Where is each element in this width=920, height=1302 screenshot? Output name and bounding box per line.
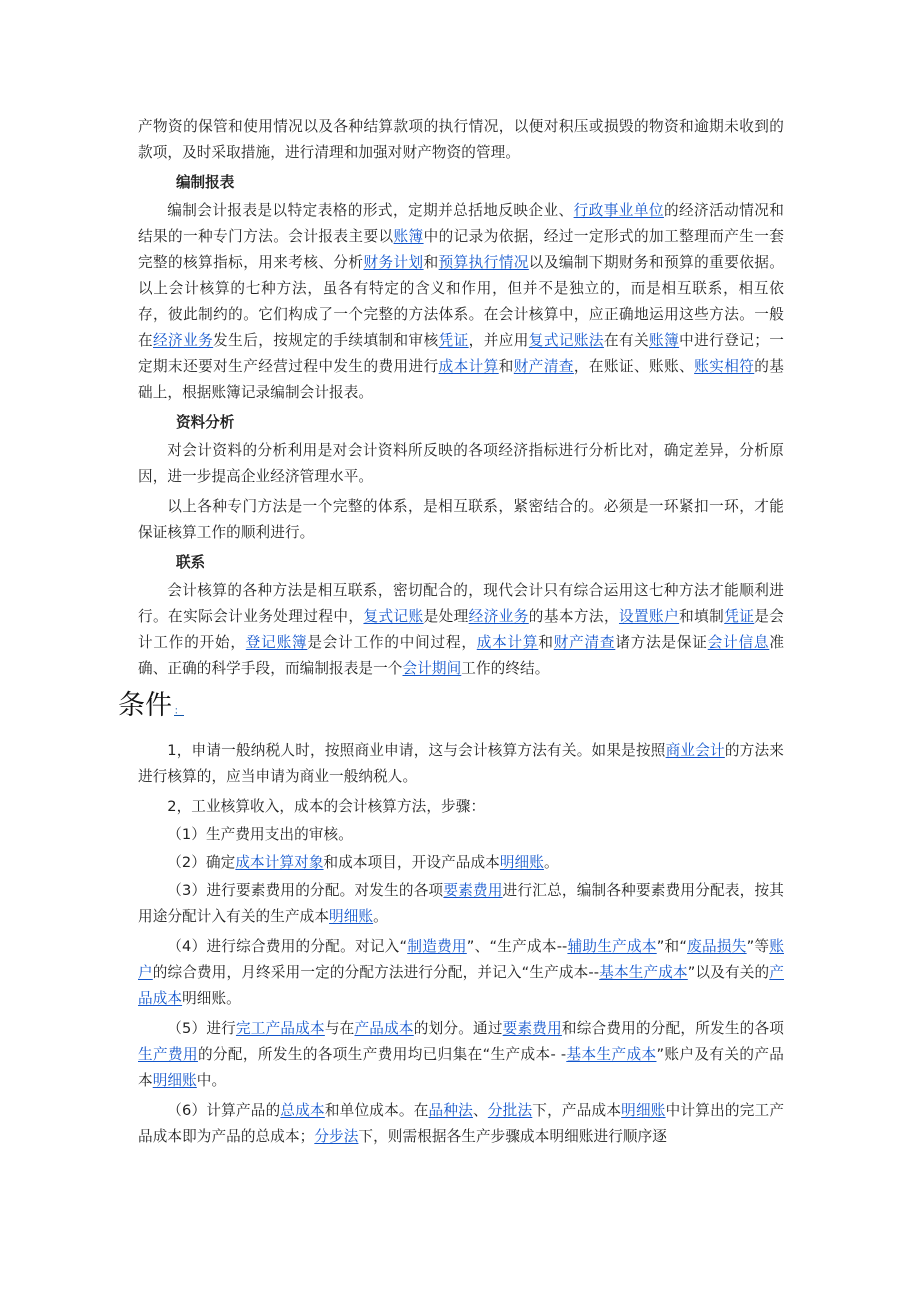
hyperlink[interactable]: 产品成本 [138,964,784,1007]
paragraph-step-4 [138,934,784,1012]
text-run: 以上各种专门方法是一个完整的体系，是相互联系，紧密结合的。必须是一环紧扣一环，才能保证核算工作的顺利进行。 [138,498,784,541]
text-run: （2）确定 [167,854,236,871]
paragraph-step-2 [138,850,784,876]
heading-conditions-colon: ： [174,706,184,717]
hyperlink[interactable]: 分步法 [314,1128,359,1145]
text-run: 、 [473,1102,488,1119]
hyperlink[interactable]: 登记账簿 [245,634,308,651]
text-run: 会计核算的各种方法是相互联系，密切配合的，现代会计只有综合运用这七种方法才能顺利进行。在实际会计业务处理过程中， [138,582,784,625]
hyperlink[interactable]: 财务计划 [363,254,424,271]
text-run: 下，则需根据各生产步骤成本明细账进行顺序逐 [358,1128,667,1145]
text-run: 和单位成本。在 [324,1102,429,1119]
text-run: 和填制 [679,608,725,625]
text-run: 和 [538,634,554,651]
text-run: 中进行登记；一定期末还要对生产经营过程中发生的费用进行 [138,332,784,375]
text-run: 产物资的保管和使用情况以及各种结算款项的执行情况，以便对积压或损毁的物资和逾期未收到的款项，及时采取措施，进行清理和加强对财产物资的管理。 [138,118,784,161]
text-run: （6）计算产品的 [167,1102,281,1119]
text-run: ”、“生产成本-- [466,938,568,955]
text-run: 和综合费用的分配，所发生的各项 [561,1020,784,1037]
hyperlink[interactable]: 产品成本 [354,1020,414,1037]
hyperlink[interactable]: 明细账 [152,1072,197,1089]
hyperlink[interactable]: 废品损失 [687,938,747,955]
text-run: 工作的终结。 [461,660,550,677]
hyperlink[interactable]: 账簿 [649,332,680,349]
text-run: 中的记录为依据，经过一定形式的加工整理而产生一套完整的核算指标，用来考核、分析 [138,228,784,271]
hyperlink[interactable]: 预算执行情况 [438,254,529,271]
hyperlink[interactable]: 制造费用 [407,938,467,955]
text-run: 是处理 [423,608,469,625]
text-run: 编制会计报表是以特定表格的形式，定期并总括地反映企业、 [167,202,574,219]
text-run: 是会计工作的中间过程， [307,634,477,651]
hyperlink[interactable]: 会计期间 [402,660,462,677]
paragraph-step-3 [138,878,784,930]
paragraph-reporting [138,198,784,406]
text-run: 和 [423,254,439,271]
hyperlink[interactable]: 账簿 [393,228,424,245]
text-run: 进行汇总，编制各种要素费用分配表，按其用途分配计入有关的生产成本 [138,882,785,925]
hyperlink[interactable]: 复式记账 [363,608,424,625]
document-page [118,114,785,1154]
hyperlink[interactable]: 品种法 [428,1102,473,1119]
text-run: 明细账。 [182,990,241,1007]
text-run: 是会计工作的开始， [138,608,784,651]
text-run: ，在账证、账账、 [573,358,695,375]
hyperlink[interactable]: 经济业务 [468,608,529,625]
text-run: 1，申请一般纳税人时，按照商业申请，这与会计核算方法有关。如果是按照 [167,742,666,759]
text-run: 和 [498,358,514,375]
hyperlink[interactable]: 账实相符 [694,358,755,375]
text-run: 的基础上，根据账簿记录编制会计报表。 [138,358,784,401]
text-run: 的综合费用，月终采用一定的分配方法进行分配，并记入“生产成本-- [152,964,600,981]
heading-relation: 联系 [175,554,206,571]
hyperlink[interactable]: 分批法 [487,1102,533,1119]
hyperlink[interactable]: 成本计算 [476,634,539,651]
hyperlink[interactable]: 明细账 [621,1102,666,1119]
text-run: （1）生产费用支出的审核。 [167,826,353,843]
hyperlink[interactable]: 商业会计 [665,742,725,759]
hyperlink[interactable]: 账户 [138,938,785,981]
text-run: 的基本方法， [528,608,619,625]
hyperlink[interactable]: 要素费用 [443,882,503,899]
hyperlink[interactable]: 要素费用 [502,1020,562,1037]
paragraph-step-5 [138,1016,784,1094]
text-run: 的方法来进行核算的，应当申请为商业一般纳税人。 [138,742,784,785]
text-run: （5）进行 [167,1020,236,1037]
paragraph-step-6 [138,1098,784,1150]
text-run: 和成本项目，开设产品成本 [323,854,500,871]
text-run: 发生后，按规定的手续填制和审核 [213,332,439,349]
text-run: 下，产品成本 [532,1102,622,1119]
text-run: 中计算出的完工产品成本即为产品的总成本； [138,1102,785,1145]
heading-conditions-text: 条件 [118,690,172,721]
text-run: 的经济活动情况和结果的一种专门方法。会计报表主要以 [138,202,784,245]
text-run: ”等 [746,938,770,955]
text-run: ”账户及有关的产品本 [138,1046,784,1089]
text-run: ”以及有关的 [687,964,770,981]
text-run: （3）进行要素费用的分配。对发生的各项 [167,882,444,899]
hyperlink[interactable]: 财产清查 [553,634,616,651]
text-run: 对会计资料的分析利用是对会计资料所反映的各项经济指标进行分析比对，确定差异，分析原因，进一步提高企业经济管理水平。 [138,442,784,485]
text-run: 诸方法是保证 [615,634,708,651]
text-run: 以及编制下期财务和预算的重要依据。 以上会计核算的七种方法，虽各有特定的含义和作用，但并不是独立的，而是相互联系，相互依存，彼此制约的。它们构成了一个完整的方法体系。在会计核算中，应正确地运用这些方法。一般在 [138,254,784,349]
text-run: 与在 [324,1020,355,1037]
hyperlink[interactable]: 会计信息 [707,634,770,651]
hyperlink[interactable]: 基本生产成本 [566,1046,657,1063]
hyperlink[interactable]: 基本生产成本 [599,964,688,981]
hyperlink[interactable]: 设置账户 [618,608,680,625]
heading-reporting: 编制报表 [175,174,235,191]
text-run: 的划分。通过 [413,1020,503,1037]
text-run: 准确、正确的科学手段，而编制报表是一个 [138,634,785,677]
paragraph-step-1 [138,822,784,848]
text-run: 中。 [196,1072,227,1089]
hyperlink[interactable]: 完工产品成本 [235,1020,325,1037]
paragraph-condition-2 [138,794,784,820]
hyperlink[interactable]: 复式记账法 [528,332,604,349]
paragraph-system [138,494,784,546]
paragraph-condition-1 [138,738,784,790]
hyperlink[interactable]: 凭证 [724,608,755,625]
hyperlink[interactable]: 成本计算对象 [235,854,324,871]
heading-analysis: 资料分析 [175,414,235,431]
text-run: ，并应用 [468,332,529,349]
text-run: 。 [373,908,388,925]
text-run: ”和“ [656,938,688,955]
hyperlink[interactable]: 总成本 [280,1102,325,1119]
hyperlink[interactable]: 行政事业单位 [573,202,664,219]
hyperlink[interactable]: 凭证 [438,332,469,349]
paragraph-intro [138,114,784,166]
paragraph-analysis [138,438,784,490]
text-run: 2，工业核算收入，成本的会计核算方法，步骤： [167,798,486,815]
text-run: （4）进行综合费用的分配。对记入“ [167,938,408,955]
hyperlink[interactable]: 辅助生产成本 [567,938,657,955]
text-run: 。 [543,854,559,871]
text-run: 在有关 [603,332,650,349]
hyperlink[interactable]: 财产清查 [513,358,574,375]
hyperlink[interactable]: 明细账 [499,854,544,871]
text-run: 的分配，所发生的各项生产费用均已归集在“生产成本- - [197,1046,567,1063]
hyperlink[interactable]: 成本计算 [438,358,499,375]
heading-conditions [118,686,784,732]
paragraph-relation [138,578,784,682]
hyperlink[interactable]: 明细账 [329,908,374,925]
hyperlink[interactable]: 生产费用 [138,1046,198,1063]
hyperlink[interactable]: 经济业务 [153,332,214,349]
